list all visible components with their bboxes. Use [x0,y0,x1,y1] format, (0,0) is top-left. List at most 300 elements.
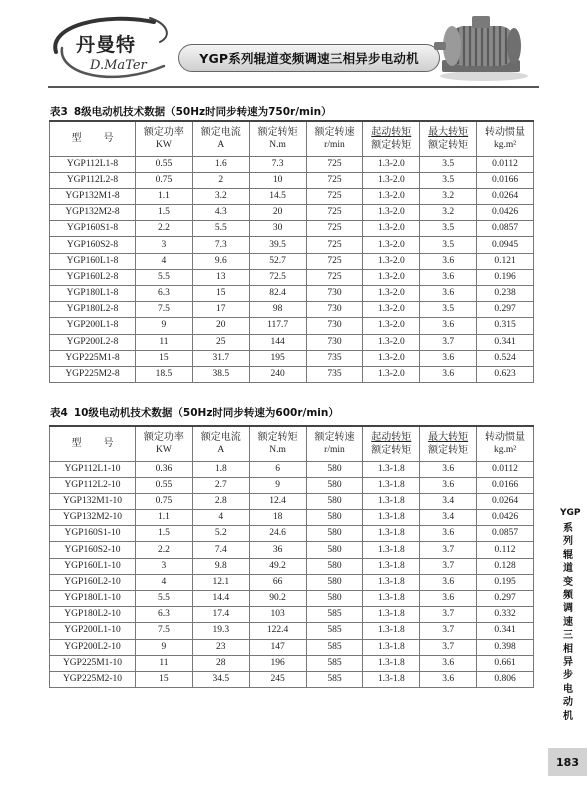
table-row [50,591,534,607]
value-cell: 1.6 [192,156,249,172]
value-cell: 585 [306,607,363,623]
value-cell: 17.4 [192,607,249,623]
model-cell: YGP200L2-10 [50,639,136,655]
value-cell: 7.5 [136,302,193,318]
side-label-char: 动 [563,697,573,709]
value-cell: 1.3-2.0 [363,269,420,285]
value-cell: 195 [249,350,306,366]
value-cell: 3.7 [420,623,477,639]
value-cell: 1.3-1.8 [363,493,420,509]
value-cell: 1.3-1.8 [363,526,420,542]
value-cell: 82.4 [249,286,306,302]
value-cell: 1.3-1.8 [363,477,420,493]
value-cell: 580 [306,558,363,574]
value-cell: 3.6 [420,461,477,477]
value-cell: 725 [306,205,363,221]
value-cell: 0.0426 [477,510,534,526]
value-cell: 0.315 [477,318,534,334]
side-label-char: 调 [563,603,573,615]
value-cell: 1.3-2.0 [363,334,420,350]
value-cell: 2 [192,172,249,188]
value-cell: 117.7 [249,318,306,334]
value-cell: 3.5 [420,172,477,188]
value-cell: 3.6 [420,477,477,493]
value-cell: 1.3-2.0 [363,253,420,269]
value-cell: 1.3-2.0 [363,188,420,204]
table3-header-row [50,121,534,156]
table4-header-power: 额定功率 KW [136,426,193,461]
value-cell: 3.6 [420,286,477,302]
value-cell: 0.0264 [477,188,534,204]
value-cell: 2.2 [136,542,193,558]
value-cell: 245 [249,671,306,687]
value-cell: 0.341 [477,623,534,639]
value-cell: 12.4 [249,493,306,509]
table3-caption-text: 8级电动机技术数据（50Hz时同步转速为750r/min） [73,106,332,118]
value-cell: 30 [249,221,306,237]
value-cell: 0.341 [477,334,534,350]
value-cell: 240 [249,366,306,382]
value-cell: 1.3-1.8 [363,558,420,574]
value-cell: 0.524 [477,350,534,366]
model-cell: YGP160S2-10 [50,542,136,558]
logo-text-en: D.MaTer [90,58,147,73]
table-row [50,188,534,204]
table4-header-model: 型 号 [50,426,136,461]
table-row [50,221,534,237]
model-cell: YGP132M2-8 [50,205,136,221]
table4-caption-id: 表4 [50,407,68,419]
model-cell: YGP200L1-8 [50,318,136,334]
table-row [50,671,534,687]
value-cell: 1.3-1.8 [363,510,420,526]
model-cell: YGP180L2-8 [50,302,136,318]
side-section-label [560,508,581,723]
table-row [50,477,534,493]
value-cell: 0.297 [477,302,534,318]
table3-caption-id: 表3 [50,106,68,118]
value-cell: 15 [136,350,193,366]
table-row [50,607,534,623]
side-label-char: 异 [563,657,573,669]
value-cell: 90.2 [249,591,306,607]
value-cell: 3.7 [420,558,477,574]
side-label-char: 三 [563,630,573,642]
value-cell: 4.3 [192,205,249,221]
value-cell: 1.3-2.0 [363,318,420,334]
value-cell: 0.398 [477,639,534,655]
value-cell: 6 [249,461,306,477]
value-cell: 18 [249,510,306,526]
value-cell: 580 [306,542,363,558]
value-cell: 3.7 [420,334,477,350]
value-cell: 13 [192,269,249,285]
side-label-char: 变 [563,576,573,588]
table3-header-torque: 额定转矩 N.m [249,121,306,156]
value-cell: 9 [249,477,306,493]
value-cell: 3.6 [420,366,477,382]
table-row [50,156,534,172]
table-row [50,237,534,253]
value-cell: 3.7 [420,639,477,655]
model-cell: YGP180L1-10 [50,591,136,607]
table4-header-max-torque: 最大转矩 额定转矩 [420,426,477,461]
value-cell: 31.7 [192,350,249,366]
value-cell: 1.3-1.8 [363,591,420,607]
side-label-char: 辊 [563,549,573,561]
model-cell: YGP225M2-10 [50,671,136,687]
table-row [50,574,534,590]
value-cell: 0.0426 [477,205,534,221]
value-cell: 3.6 [420,671,477,687]
value-cell: 18.5 [136,366,193,382]
value-cell: 725 [306,237,363,253]
side-label-char: 列 [563,536,573,548]
table-row [50,205,534,221]
value-cell: 7.3 [192,237,249,253]
model-cell: YGP160L2-10 [50,574,136,590]
table3-header-inertia: 转动惯量 kg.m² [477,121,534,156]
value-cell: 580 [306,477,363,493]
table-row [50,510,534,526]
value-cell: 0.195 [477,574,534,590]
value-cell: 9 [136,318,193,334]
model-cell: YGP180L1-8 [50,286,136,302]
value-cell: 19.3 [192,623,249,639]
value-cell: 0.332 [477,607,534,623]
value-cell: 725 [306,172,363,188]
table4-header-inertia: 转动惯量 kg.m² [477,426,534,461]
value-cell: 23 [192,639,249,655]
value-cell: 15 [192,286,249,302]
value-cell: 0.0166 [477,172,534,188]
value-cell: 196 [249,655,306,671]
value-cell: 0.55 [136,156,193,172]
table3-header-current: 额定电流 A [192,121,249,156]
value-cell: 9.8 [192,558,249,574]
value-cell: 585 [306,623,363,639]
value-cell: 1.3-2.0 [363,366,420,382]
model-cell: YGP132M2-10 [50,510,136,526]
value-cell: 725 [306,156,363,172]
value-cell: 3.6 [420,574,477,590]
side-label-char: 电 [563,683,573,695]
side-label-char: 道 [563,563,573,575]
page-title: YGP系列辊道变频调速三相异步电动机 [178,44,440,72]
side-label-char: 相 [563,643,573,655]
side-label-char: 步 [563,670,573,682]
table-row [50,302,534,318]
value-cell: 3.7 [420,542,477,558]
value-cell: 1.3-2.0 [363,286,420,302]
value-cell: 2.7 [192,477,249,493]
value-cell: 580 [306,574,363,590]
model-cell: YGP180L2-10 [50,607,136,623]
value-cell: 730 [306,334,363,350]
value-cell: 9.6 [192,253,249,269]
model-cell: YGP160S2-8 [50,237,136,253]
table4-header-torque: 额定转矩 N.m [249,426,306,461]
value-cell: 3.6 [420,591,477,607]
value-cell: 0.0857 [477,526,534,542]
model-cell: YGP200L1-10 [50,623,136,639]
table-row [50,493,534,509]
value-cell: 7.3 [249,156,306,172]
value-cell: 1.3-1.8 [363,639,420,655]
value-cell: 0.0857 [477,221,534,237]
value-cell: 580 [306,493,363,509]
table3-header-power: 额定功率 KW [136,121,193,156]
value-cell: 1.3-2.0 [363,172,420,188]
table4-body [50,461,534,688]
model-cell: YGP112L2-8 [50,172,136,188]
table4 [49,425,534,688]
model-cell: YGP160L2-8 [50,269,136,285]
model-cell: YGP112L1-8 [50,156,136,172]
value-cell: 66 [249,574,306,590]
table-row [50,542,534,558]
side-label-cjk [560,522,576,723]
value-cell: 4 [192,510,249,526]
value-cell: 1.3-2.0 [363,350,420,366]
value-cell: 0.121 [477,253,534,269]
value-cell: 3.5 [420,156,477,172]
value-cell: 0.623 [477,366,534,382]
value-cell: 5.5 [136,269,193,285]
value-cell: 580 [306,591,363,607]
value-cell: 735 [306,366,363,382]
logo-text-cn: 丹曼特 [76,34,137,56]
value-cell: 38.5 [192,366,249,382]
value-cell: 20 [249,205,306,221]
value-cell: 3.5 [420,221,477,237]
value-cell: 0.0166 [477,477,534,493]
value-cell: 17 [192,302,249,318]
value-cell: 0.112 [477,542,534,558]
header-divider [48,86,539,88]
value-cell: 1.3-1.8 [363,671,420,687]
value-cell: 14.4 [192,591,249,607]
value-cell: 1.3-1.8 [363,574,420,590]
table4-caption-text: 10级电动机技术数据（50Hz时同步转速为600r/min） [73,407,339,419]
page-number: 183 [548,748,587,776]
value-cell: 0.661 [477,655,534,671]
table3-header-start-torque: 起动转矩 额定转矩 [363,121,420,156]
table-row [50,558,534,574]
table3-caption [50,104,332,119]
value-cell: 7.4 [192,542,249,558]
value-cell: 6.3 [136,607,193,623]
value-cell: 3.2 [420,205,477,221]
value-cell: 1.3-1.8 [363,607,420,623]
side-label-char: 系 [563,523,573,534]
value-cell: 1.3-2.0 [363,205,420,221]
value-cell: 725 [306,253,363,269]
value-cell: 0.0112 [477,461,534,477]
side-label-char: 频 [563,590,573,602]
value-cell: 3.4 [420,510,477,526]
value-cell: 5.5 [192,221,249,237]
side-label-latin: YGP [560,508,581,518]
value-cell: 49.2 [249,558,306,574]
model-cell: YGP225M2-8 [50,366,136,382]
value-cell: 5.5 [136,591,193,607]
value-cell: 3.6 [420,526,477,542]
value-cell: 3.6 [420,655,477,671]
model-cell: YGP225M1-10 [50,655,136,671]
model-cell: YGP132M1-8 [50,188,136,204]
model-cell: YGP132M1-10 [50,493,136,509]
value-cell: 585 [306,671,363,687]
value-cell: 12.1 [192,574,249,590]
value-cell: 0.0945 [477,237,534,253]
value-cell: 3.2 [192,188,249,204]
value-cell: 14.5 [249,188,306,204]
table4-header-row [50,426,534,461]
motor-image [432,8,536,82]
value-cell: 1.5 [136,526,193,542]
value-cell: 3.2 [420,188,477,204]
table-row [50,623,534,639]
table-row [50,655,534,671]
value-cell: 0.75 [136,172,193,188]
value-cell: 1.3-1.8 [363,655,420,671]
value-cell: 0.238 [477,286,534,302]
value-cell: 1.3-2.0 [363,156,420,172]
value-cell: 3.6 [420,269,477,285]
value-cell: 98 [249,302,306,318]
value-cell: 2.2 [136,221,193,237]
value-cell: 730 [306,302,363,318]
value-cell: 580 [306,461,363,477]
table3-header-max-torque: 最大转矩 额定转矩 [420,121,477,156]
value-cell: 36 [249,542,306,558]
value-cell: 0.55 [136,477,193,493]
table4-header-current: 额定电流 A [192,426,249,461]
value-cell: 580 [306,510,363,526]
value-cell: 10 [249,172,306,188]
value-cell: 0.75 [136,493,193,509]
table4-header-speed: 额定转速 r/min [306,426,363,461]
table4-caption [50,405,339,420]
value-cell: 1.3-1.8 [363,461,420,477]
value-cell: 0.0112 [477,156,534,172]
table-row [50,461,534,477]
value-cell: 4 [136,253,193,269]
table3-header-speed: 额定转速 r/min [306,121,363,156]
model-cell: YGP160L1-10 [50,558,136,574]
value-cell: 4 [136,574,193,590]
table-row [50,639,534,655]
value-cell: 52.7 [249,253,306,269]
model-cell: YGP160S1-8 [50,221,136,237]
value-cell: 34.5 [192,671,249,687]
value-cell: 1.5 [136,205,193,221]
model-cell: YGP225M1-8 [50,350,136,366]
value-cell: 122.4 [249,623,306,639]
value-cell: 11 [136,334,193,350]
value-cell: 0.196 [477,269,534,285]
model-cell: YGP112L2-10 [50,477,136,493]
table-row [50,286,534,302]
value-cell: 585 [306,639,363,655]
table4-header-start-torque: 起动转矩 额定转矩 [363,426,420,461]
side-label-char: 速 [563,616,573,628]
value-cell: 11 [136,655,193,671]
value-cell: 3.7 [420,607,477,623]
value-cell: 103 [249,607,306,623]
value-cell: 725 [306,269,363,285]
value-cell: 0.297 [477,591,534,607]
value-cell: 6.3 [136,286,193,302]
value-cell: 725 [306,221,363,237]
side-label-char: 机 [563,710,573,722]
value-cell: 144 [249,334,306,350]
value-cell: 25 [192,334,249,350]
value-cell: 5.2 [192,526,249,542]
value-cell: 9 [136,639,193,655]
value-cell: 3.6 [420,253,477,269]
value-cell: 1.3-2.0 [363,237,420,253]
value-cell: 20 [192,318,249,334]
value-cell: 580 [306,526,363,542]
value-cell: 1.3-1.8 [363,542,420,558]
value-cell: 0.806 [477,671,534,687]
model-cell: YGP112L1-10 [50,461,136,477]
value-cell: 1.3-2.0 [363,221,420,237]
table-row [50,526,534,542]
model-cell: YGP160S1-10 [50,526,136,542]
table-row [50,350,534,366]
value-cell: 2.8 [192,493,249,509]
value-cell: 725 [306,188,363,204]
value-cell: 147 [249,639,306,655]
value-cell: 7.5 [136,623,193,639]
model-cell: YGP200L2-8 [50,334,136,350]
value-cell: 3.6 [420,318,477,334]
value-cell: 1.1 [136,510,193,526]
value-cell: 735 [306,350,363,366]
value-cell: 3 [136,237,193,253]
value-cell: 3.4 [420,493,477,509]
value-cell: 3 [136,558,193,574]
value-cell: 1.3-1.8 [363,623,420,639]
value-cell: 730 [306,286,363,302]
table-row [50,269,534,285]
table3 [49,120,534,383]
table-row [50,318,534,334]
table-row [50,172,534,188]
value-cell: 585 [306,655,363,671]
value-cell: 3.5 [420,237,477,253]
value-cell: 1.1 [136,188,193,204]
value-cell: 1.8 [192,461,249,477]
company-logo [42,8,182,90]
value-cell: 1.3-2.0 [363,302,420,318]
value-cell: 0.0264 [477,493,534,509]
value-cell: 0.128 [477,558,534,574]
value-cell: 15 [136,671,193,687]
table-row [50,253,534,269]
table3-body [50,156,534,383]
value-cell: 24.6 [249,526,306,542]
value-cell: 730 [306,318,363,334]
value-cell: 28 [192,655,249,671]
table-row [50,334,534,350]
model-cell: YGP160L1-8 [50,253,136,269]
value-cell: 72.5 [249,269,306,285]
table-row [50,366,534,382]
